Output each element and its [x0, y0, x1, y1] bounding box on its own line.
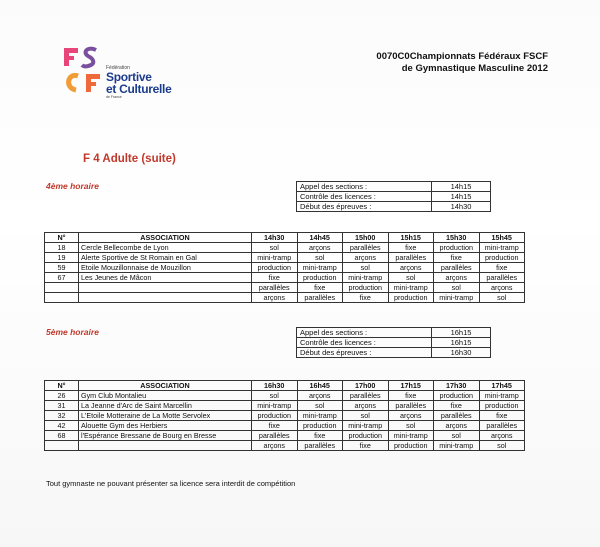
cell-association: Alerte Sportive de St Romain en Gal: [79, 253, 252, 263]
cell-association: Etoile Mouzillonnaise de Mouzillon: [79, 263, 252, 273]
cell-association: [79, 293, 252, 303]
fscf-logo-icon: [62, 44, 104, 102]
cell-apparatus: production: [343, 283, 389, 293]
info-label: Appel des sections :: [297, 182, 432, 192]
cell-apparatus: fixe: [479, 263, 525, 273]
cell-apparatus: sol: [434, 283, 480, 293]
cell-apparatus: mini-tramp: [388, 283, 434, 293]
cell-apparatus: production: [343, 431, 389, 441]
info-row: [297, 182, 491, 192]
cell-apparatus: sol: [479, 293, 525, 303]
col-header-time: 14h45: [297, 233, 343, 243]
cell-apparatus: mini-tramp: [297, 263, 343, 273]
cell-association: [79, 441, 252, 451]
cell-apparatus: mini-tramp: [343, 421, 389, 431]
col-header-time: 15h15: [388, 233, 434, 243]
cell-apparatus: fixe: [343, 441, 389, 451]
cell-association: L'Etoile Motteraine de La Motte Servolex: [79, 411, 252, 421]
col-header-association: ASSOCIATION: [79, 381, 252, 391]
info-row: [297, 338, 491, 348]
cell-apparatus: fixe: [343, 293, 389, 303]
cell-apparatus: mini-tramp: [479, 391, 525, 401]
horaire5-label: 5ème horaire: [46, 327, 99, 337]
cell-apparatus: production: [434, 391, 480, 401]
document-title: [376, 51, 548, 75]
cell-association: Gym Club Montalieu: [79, 391, 252, 401]
cell-association: [79, 283, 252, 293]
info-row: [297, 328, 491, 338]
table-row: [45, 391, 525, 401]
col-header-time: 15h45: [479, 233, 525, 243]
info-value: 14h30: [432, 202, 491, 212]
cell-apparatus: mini-tramp: [388, 431, 434, 441]
table-header-row: [45, 381, 525, 391]
cell-apparatus: parallèles: [343, 243, 389, 253]
col-header-time: 15h30: [434, 233, 480, 243]
cell-apparatus: sol: [252, 243, 298, 253]
cell-apparatus: production: [388, 293, 434, 303]
cell-apparatus: fixe: [434, 401, 480, 411]
cell-apparatus: arçons: [297, 243, 343, 253]
cell-apparatus: mini-tramp: [343, 273, 389, 283]
cell-apparatus: parallèles: [388, 253, 434, 263]
cell-apparatus: parallèles: [297, 441, 343, 451]
cell-apparatus: fixe: [297, 283, 343, 293]
cell-apparatus: sol: [297, 253, 343, 263]
licence-notice: Tout gymnaste ne pouvant présenter sa licence sera interdit de compétition: [46, 479, 296, 488]
logo-federation: Fédération: [106, 65, 130, 71]
cell-apparatus: sol: [388, 421, 434, 431]
info-label: Début des épreuves :: [297, 202, 432, 212]
cell-apparatus: arçons: [388, 263, 434, 273]
info-row: [297, 192, 491, 202]
cell-apparatus: parallèles: [252, 283, 298, 293]
cell-apparatus: sol: [479, 441, 525, 451]
table-row: [45, 293, 525, 303]
cell-apparatus: arçons: [297, 391, 343, 401]
cell-apparatus: arçons: [252, 293, 298, 303]
cell-number: 32: [45, 411, 79, 421]
cell-association: Alouette Gym des Herbiers: [79, 421, 252, 431]
cell-apparatus: production: [479, 401, 525, 411]
cell-apparatus: parallèles: [479, 273, 525, 283]
cell-apparatus: sol: [343, 263, 389, 273]
cell-apparatus: sol: [297, 401, 343, 411]
cell-apparatus: fixe: [388, 391, 434, 401]
logo-de-france: de France: [106, 95, 122, 99]
info-row: [297, 202, 491, 212]
cell-apparatus: production: [388, 441, 434, 451]
cell-apparatus: arçons: [343, 401, 389, 411]
cell-apparatus: sol: [343, 411, 389, 421]
horaire4-schedule-table: [44, 232, 525, 303]
col-header-time: 16h45: [297, 381, 343, 391]
col-header-time: 17h15: [388, 381, 434, 391]
cell-apparatus: mini-tramp: [434, 293, 480, 303]
table-row: [45, 253, 525, 263]
col-header-association: ASSOCIATION: [79, 233, 252, 243]
info-value: 16h30: [432, 348, 491, 358]
cell-apparatus: fixe: [297, 431, 343, 441]
info-row: [297, 348, 491, 358]
cell-number: 67: [45, 273, 79, 283]
cell-apparatus: parallèles: [297, 293, 343, 303]
cell-apparatus: fixe: [479, 411, 525, 421]
cell-number: [45, 441, 79, 451]
cell-apparatus: production: [252, 263, 298, 273]
cell-apparatus: fixe: [252, 273, 298, 283]
cell-apparatus: parallèles: [252, 431, 298, 441]
horaire5-info-box: [296, 327, 491, 358]
cell-apparatus: arçons: [479, 431, 525, 441]
cell-apparatus: production: [297, 421, 343, 431]
info-label: Contrôle des licences :: [297, 192, 432, 202]
cell-apparatus: parallèles: [434, 263, 480, 273]
cell-number: [45, 283, 79, 293]
table-row: [45, 401, 525, 411]
cell-apparatus: arçons: [479, 283, 525, 293]
cell-apparatus: production: [479, 253, 525, 263]
cell-apparatus: sol: [252, 391, 298, 401]
col-header-time: 17h00: [343, 381, 389, 391]
table-header-row: [45, 233, 525, 243]
table-row: [45, 283, 525, 293]
cell-association: Les Jeunes de Mâcon: [79, 273, 252, 283]
cell-apparatus: production: [434, 243, 480, 253]
cell-apparatus: mini-tramp: [434, 441, 480, 451]
info-label: Contrôle des licences :: [297, 338, 432, 348]
cell-apparatus: sol: [388, 273, 434, 283]
cell-apparatus: parallèles: [479, 421, 525, 431]
info-label: Début des épreuves :: [297, 348, 432, 358]
cell-apparatus: mini-tramp: [252, 401, 298, 411]
cell-number: 59: [45, 263, 79, 273]
table-row: [45, 263, 525, 273]
cell-number: 68: [45, 431, 79, 441]
cell-apparatus: parallèles: [343, 391, 389, 401]
title-line-2: de Gymnastique Masculine 2012: [401, 63, 548, 74]
cell-apparatus: arçons: [252, 441, 298, 451]
logo-culturelle: et Culturelle: [106, 82, 172, 96]
table-row: [45, 411, 525, 421]
cell-apparatus: production: [252, 411, 298, 421]
cell-number: 18: [45, 243, 79, 253]
title-line-1: 0070C0Championnats Fédéraux FSCF: [376, 51, 548, 62]
info-value: 14h15: [432, 192, 491, 202]
section-title: F 4 Adulte (suite): [83, 153, 176, 165]
info-value: 16h15: [432, 338, 491, 348]
cell-apparatus: arçons: [434, 273, 480, 283]
col-header-time: 17h30: [434, 381, 480, 391]
cell-apparatus: fixe: [434, 253, 480, 263]
info-label: Appel des sections :: [297, 328, 432, 338]
cell-apparatus: mini-tramp: [479, 243, 525, 253]
logo-text: [106, 66, 171, 100]
cell-number: 42: [45, 421, 79, 431]
cell-apparatus: sol: [434, 431, 480, 441]
cell-association: l'Espérance Bressane de Bourg en Bresse: [79, 431, 252, 441]
cell-apparatus: fixe: [252, 421, 298, 431]
cell-apparatus: production: [297, 273, 343, 283]
cell-apparatus: mini-tramp: [297, 411, 343, 421]
table-row: [45, 243, 525, 253]
cell-apparatus: arçons: [388, 411, 434, 421]
cell-number: 31: [45, 401, 79, 411]
cell-association: La Jeanne d'Arc de Saint Marcellin: [79, 401, 252, 411]
cell-apparatus: parallèles: [388, 401, 434, 411]
cell-number: 26: [45, 391, 79, 401]
cell-association: Cercle Bellecombe de Lyon: [79, 243, 252, 253]
horaire4-label: 4ème horaire: [46, 181, 99, 191]
info-value: 16h15: [432, 328, 491, 338]
fscf-logo: [62, 44, 182, 108]
col-header-number: N°: [45, 381, 79, 391]
cell-apparatus: parallèles: [434, 411, 480, 421]
table-row: [45, 431, 525, 441]
info-value: 14h15: [432, 182, 491, 192]
cell-apparatus: mini-tramp: [252, 253, 298, 263]
col-header-number: N°: [45, 233, 79, 243]
cell-number: [45, 293, 79, 303]
col-header-time: 16h30: [252, 381, 298, 391]
col-header-time: 17h45: [479, 381, 525, 391]
cell-number: 19: [45, 253, 79, 263]
horaire4-info-box: [296, 181, 491, 212]
cell-apparatus: arçons: [343, 253, 389, 263]
logo-sportive: Sportive: [106, 70, 152, 84]
table-row: [45, 421, 525, 431]
horaire5-schedule-table: [44, 380, 525, 451]
col-header-time: 15h00: [343, 233, 389, 243]
cell-apparatus: arçons: [434, 421, 480, 431]
table-row: [45, 441, 525, 451]
col-header-time: 14h30: [252, 233, 298, 243]
table-row: [45, 273, 525, 283]
cell-apparatus: fixe: [388, 243, 434, 253]
